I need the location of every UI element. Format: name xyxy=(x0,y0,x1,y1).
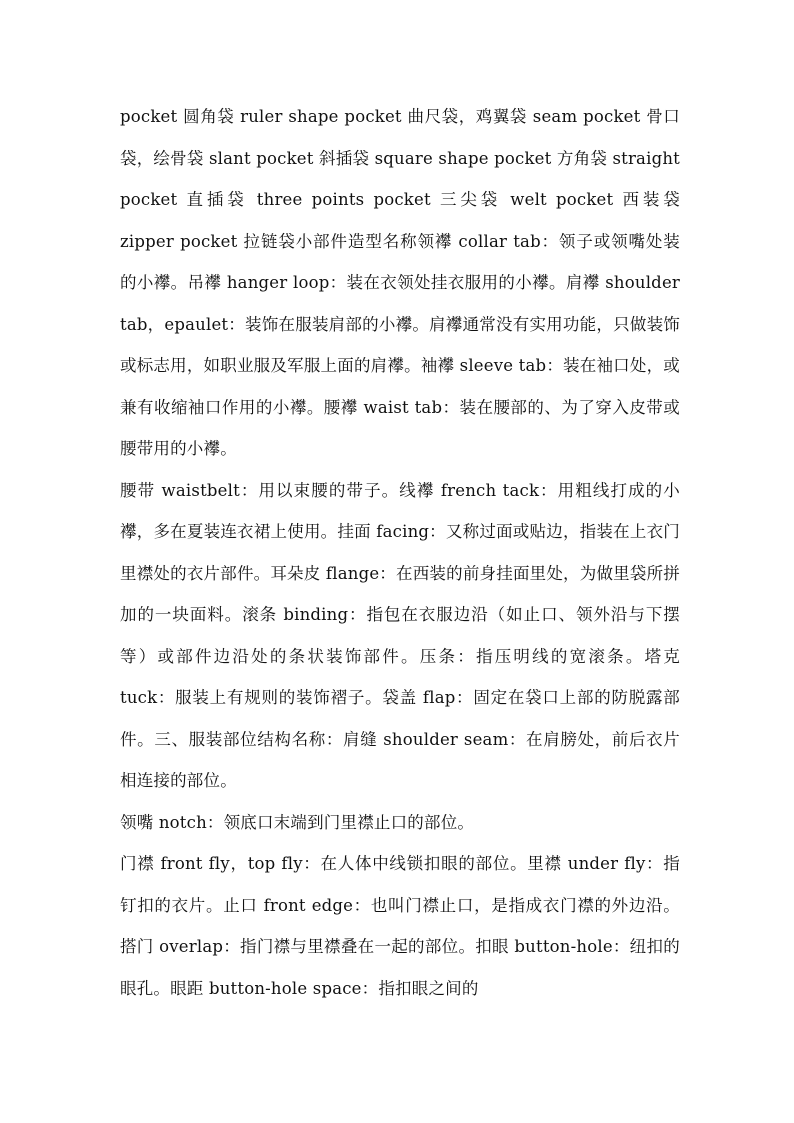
paragraph-notch: 领嘴 notch：领底口末端到门里襟止口的部位。 xyxy=(120,812,475,832)
paragraph-pocket-terms: pocket 圆角袋 ruler shape pocket 曲尺袋，鸡翼袋 seam pocket 骨口袋，绘骨袋 slant pocket 斜插袋 square shape pocket 方角袋 straight pocket 直插袋 three points pocket 三尖袋 welt pocket 西装袋 zipper pocket 拉链袋小部件造型名称领襻 collar tab：领子或领嘴处装的小襻。吊襻 hanger loop：装在衣领处挂衣服用的小襻。肩襻 shoulder tab，epaulet：装饰在服装肩部的小襻。肩襻通常没有实用功能，只做装饰或标志用，如职业服及军服上面的肩襻。袖襻 sleeve tab：装在袖口处，或兼有收缩袖口作用的小襻。腰襻 waist tab：装在腰部的、为了穿入皮带或腰带用的小襻。 xyxy=(120,107,680,458)
paragraph-waistbelt-terms: 腰带 waistbelt：用以束腰的带子。线襻 french tack：用粗线打成的小襻，多在夏装连衣裙上使用。挂面 facing：又称过面或贴边，指装在上衣门里襟处的衣片部件。耳朵皮 flange：在西装的前身挂面里处，为做里袋所拼加的一块面料。滚条 binding：指包在衣服边沿（如止口、领外沿与下摆等）或部件边沿处的条状装饰部件。压条：指压明线的宽滚条。塔克 tuck：服装上有规则的装饰褶子。袋盖 flap：固定在袋口上部的防脱露部件。三、服装部位结构名称：肩缝 shoulder seam：在肩膀处，前后衣片相连接的部位。 xyxy=(120,480,680,790)
document-body xyxy=(120,96,680,1009)
paragraph-front-fly-terms: 门襟 front fly，top fly：在人体中线锁扣眼的部位。里襟 under fly：指钉扣的衣片。止口 front edge：也叫门襟止口，是指成衣门襟的外边沿。搭门 overlap：指门襟与里襟叠在一起的部位。扣眼 button-hole：纽扣的眼孔。眼距 button-hole space：指扣眼之间的 xyxy=(120,854,680,998)
